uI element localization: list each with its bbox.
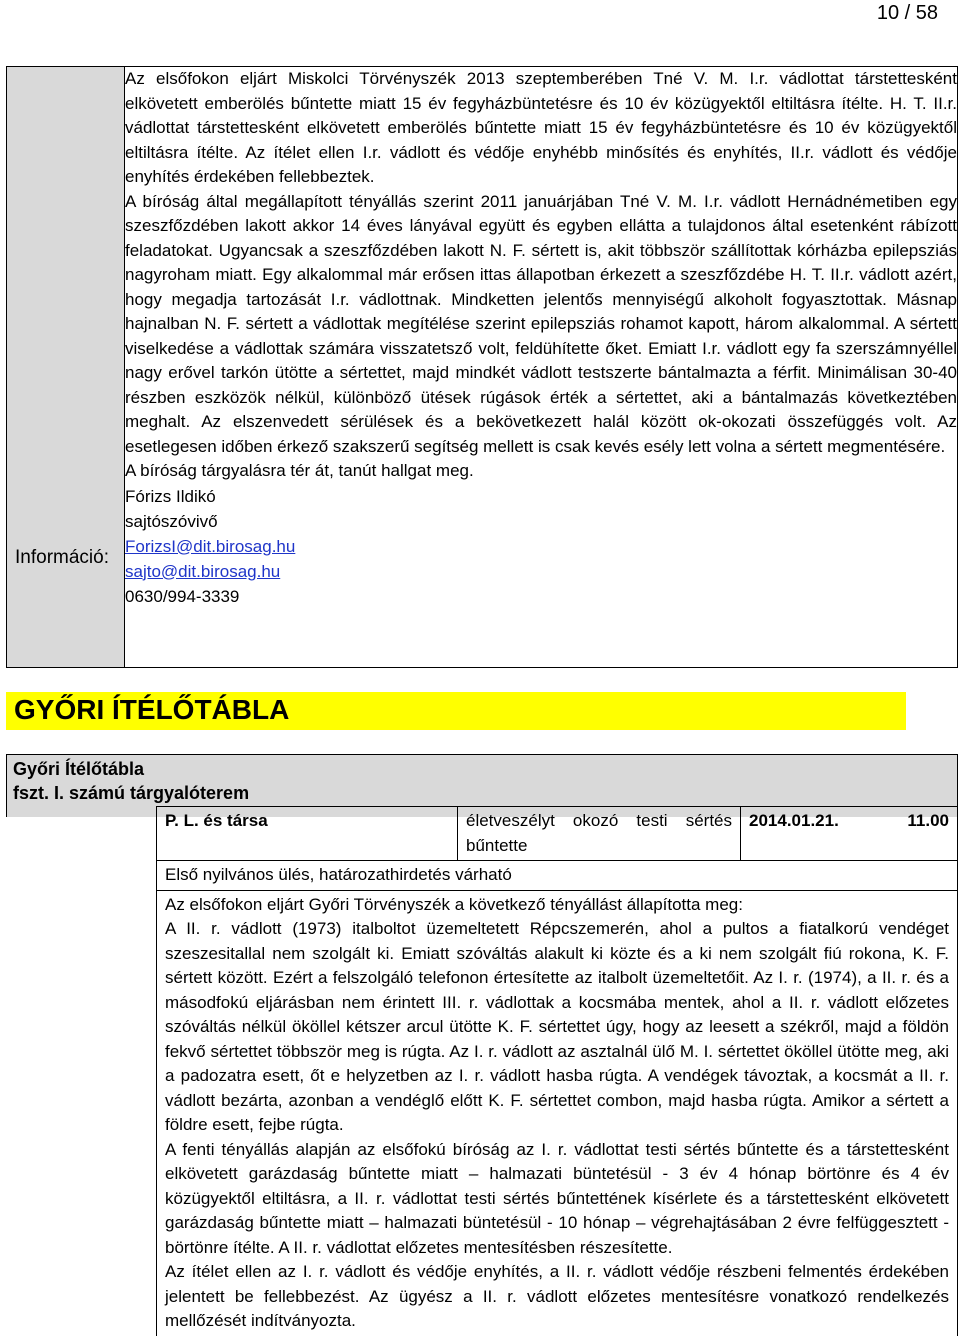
prev-case-paragraph: A bíróság tárgyalásra tér át, tanút hallgat meg. [125,461,474,480]
previous-case-content [125,67,958,668]
page-number: 10 / 58 [876,2,938,24]
case-description [157,890,958,1336]
press-email-link[interactable]: sajto@dit.birosag.hu [125,561,281,581]
prev-case-paragraph: A bíróság által megállapított tényállás szerint 2011 januárjában Tné V. M. I.r. vádlott Hernádnémetiben egy szeszfőzdében lakott akkor 14 éves lányával együtt és egyben ellátta a tulajdonos által esetenként rábízott feladatokat. Ugyancsak a szeszfőzdében lakott N. F. sértett is, akit többször szállítottak kórházba epilepsziás nagyroham miatt. Egy alkalommal már erősen ittas állapotban érkezett a szeszfőzdébe H. T. II.r. vádlott azért, hogy megadja tartozását I.r. vádlottnak. Mindketten jelentős mennyiségű alkoholt fogyasztottak. Másnap hajnalban N. F. sértett a vádlottak megítélése szerint epilepsziás rohamot kapott, három alkalommal. A sértett viselkedése a vádlottak számára visszatetsző volt, feldühítette őket. Emiatt I.r. vádlott egy fa szerszámnyéllel nagy erővel tarkón ütötte a sértettet, majd mindkét vádlott testszerte bántalmazta a férfit. Minimálisan 30-40 részben eszközök nélkül, különböző ütések rúgások érték a sértettet, aki a bántalmazás következtében meghalt. Az elszenvedett sérülések és a bekövetkezett halál között ok-okozati összefüggés volt. Az esetlegesen időben érkező szakszerű segítség mellett is csak kevés esély lett volna a sértett megmentésére. [125,191,957,456]
case-charge: életveszélyt okozó testi sértés bűntette [458,807,741,861]
case-date: 2014.01.21. [741,807,868,861]
court-banner-title: GYŐRI ÍTÉLŐTÁBLA [14,694,290,725]
info-label: Információ: [15,547,109,568]
info-label-cell [7,67,125,668]
case-block [6,754,958,1340]
previous-case-block [6,66,958,668]
contact-name: Fórizs Ildikó [125,486,216,506]
prev-case-paragraph: Az elsőfokon eljárt Miskolci Törvényszék 2013 szeptemberében Tné V. M. I.r. vádlottat társtettesként elkövetett emberölés bűntette miatt 15 év fegyházbüntetésre és 10 év közügyektől eltiltásra ítélte. H. T. II.r. vádlottat társtettesként elkövetett emberölés bűntette miatt 15 év fegyházbüntetésre és 10 év közügyektől eltiltásra ítélte. Az ítélet ellen I.r. vádlott és védője enyhébb minősítés és enyhítés, II.r. vádlott és védője enyhítés érdekében fellebbeztek. [125,69,957,186]
case-table [156,806,958,1336]
case-paragraph: A fenti tényállás alapján az elsőfokú bíróság az I. r. vádlottat testi sértés bűntette és a társtettesként elkövetett garázdaság bűntette miatt – halmazati büntetésül - 3 év 4 hónap börtönre és 4 év közügyektől eltiltásra, a II. r. vádlottat testi sértés bűntettének kísérlete és a társtettesként elkövetett garázdaság bűntette miatt – halmazati büntetésül - 10 hónap – végrehajtásában 2 évre felfüggesztett - börtönre ítélte. A II. r. vádlottat előzetes mentesítésben részesítette. [165,1139,949,1257]
courtroom-name: fszt. I. számú tárgyalóterem [13,783,250,803]
contact-role: sajtószóvivő [125,511,218,531]
case-time: 11.00 [867,807,958,861]
court-banner [6,692,906,730]
case-paragraph: Az ítélet ellen az I. r. vádlott és védője enyhítés, a II. r. vádlott védője részbeni felmentés érdekében jelentett be fellebbezést. Az ügyész a II. r. vádlott előzetes mentesítésre vonatkozó rendelkezés mellőzését indítványozta. [165,1262,949,1330]
case-parties: P. L. és társa [157,807,458,861]
case-paragraph: A II. r. vádlott (1973) italboltot üzemeltetett Répcszemerén, ahol a pultos a fiatalkorú vendéget szeszesitallal nem szolgált ki. Emiatt szóváltás alakult ki közte és a ki nem szolgált fiú rokona, K. F. sértett között. Ezért a felszolgáló telefonon értesítette az italbolt üzemeltetőit. Az I. r. (1974), a II. r. és a másodfokú eljárásban nem érintett III. r. vádlottak a kocsmába mentek, ahol a II. r. vádlott előzetes szóváltás nélkül ököllel kétszer arcul ütötte K. F. sértettet úgy, hogy az leesett a székről, majd a földön fekvő sértettet többször meg is rúgta. Az I. r. vádlott az asztalnál ülő M. I. sértettet ököllel ütötte meg, aki a padozatra esett, őt e helyzetben az I. r. vádlott hasba rúgta. A vendégek távoztak, a kocsmát a II. r. vádlott bezárta, azonban a vendéglő előtt K. F. sértettet combon, majd hasba rúgta. Amikor a sértett a földre esett, fejbe rúgta. [165,919,949,1134]
contact-phone: 0630/994-3339 [125,586,240,606]
contact-email-link[interactable]: ForizsI@dit.birosag.hu [125,536,296,556]
court-name: Győri Ítélőtábla [13,759,145,779]
hearing-type: Első nyilvános ülés, határozathirdetés várható [157,861,958,891]
contact-info [125,484,957,609]
case-paragraph: Az elsőfokon eljárt Győri Törvényszék a következő tényállást állapította meg: [165,894,743,914]
